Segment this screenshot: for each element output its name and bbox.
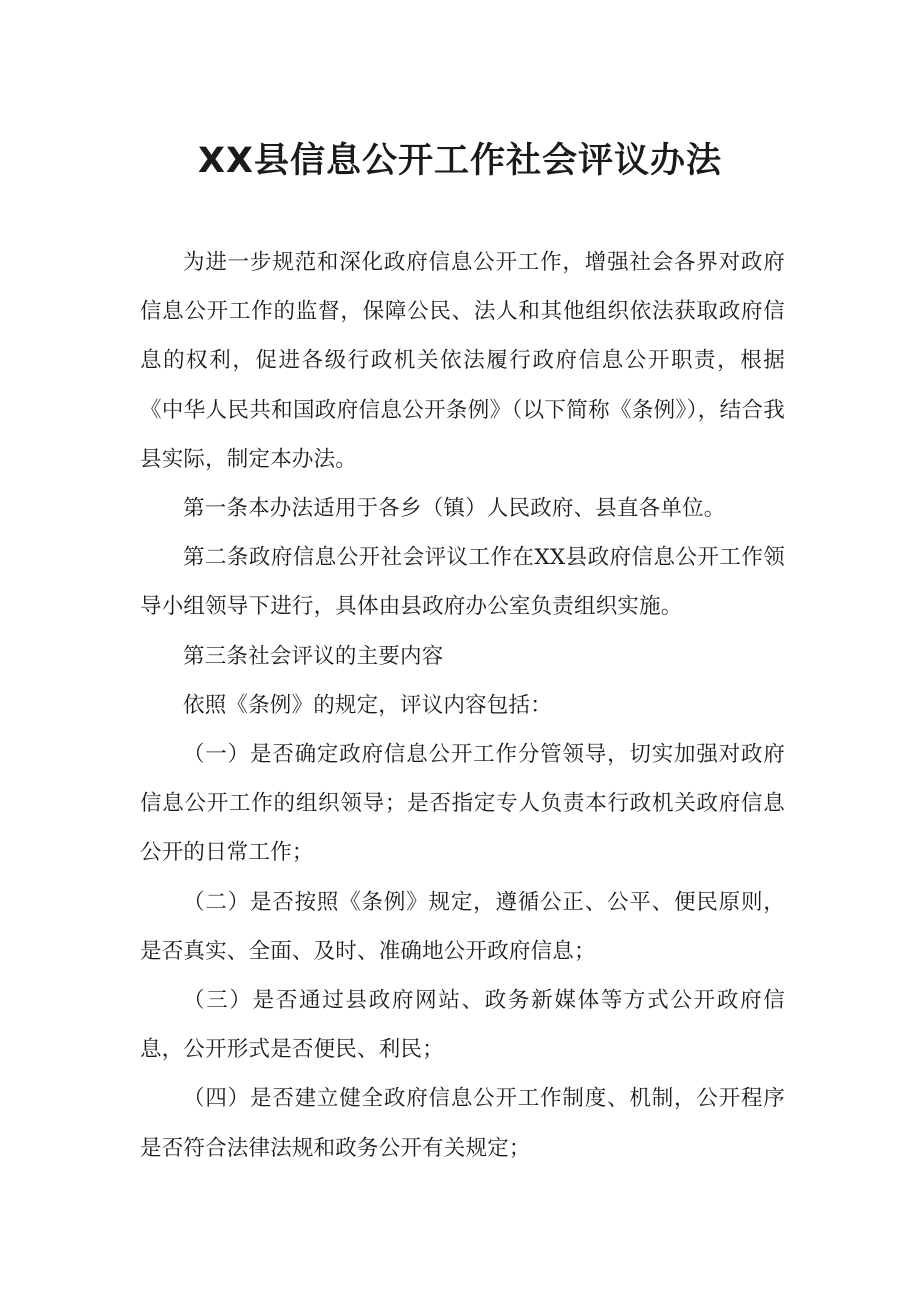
- paragraph-intro: 为进一步规范和深化政府信息公开工作，增强社会各界对政府信息公开工作的监督，保障公民、法人和其他组织依法获取政府信息的权利，促进各级行政机关依法履行政府信息公开职责，根据《中华人民共和国政府信息公开条例》（以下简称《条例》），结合我县实际，制定本办法。: [140, 250, 785, 472]
- paragraph-item-3: （三）是否通过县政府网站、政务新媒体等方式公开政府信息，公开形式是否便民、利民；: [140, 988, 785, 1063]
- paragraph-evaluation-basis: 依照《条例》的规定，评议内容包括：: [183, 692, 552, 718]
- paragraph-item-4: （四）是否建立健全政府信息公开工作制度、机制，公开程序是否符合法律法规和政务公开有关规定；: [140, 1086, 785, 1161]
- paragraph-article-3: 第三条社会评议的主要内容: [183, 643, 444, 669]
- paragraph-article-1: 第一条本办法适用于各乡（镇）人民政府、县直各单位。: [183, 496, 726, 522]
- document-title: XX县信息公开工作社会评议办法: [198, 141, 722, 181]
- paragraph-item-2: （二）是否按照《条例》规定，遵循公正、公平、便民原则，是否真实、全面、及时、准确地公开政府信息；: [140, 889, 785, 964]
- document-body: [140, 238, 785, 1173]
- paragraph-item-1: （一）是否确定政府信息公开工作分管领导，切实加强对政府信息公开工作的组织领导；是否指定专人负责本行政机关政府信息公开的日常工作；: [140, 742, 785, 866]
- paragraph-article-2: 第二条政府信息公开社会评议工作在XX县政府信息公开工作领导小组领导下进行，具体由县政府办公室负责组织实施。: [140, 545, 785, 620]
